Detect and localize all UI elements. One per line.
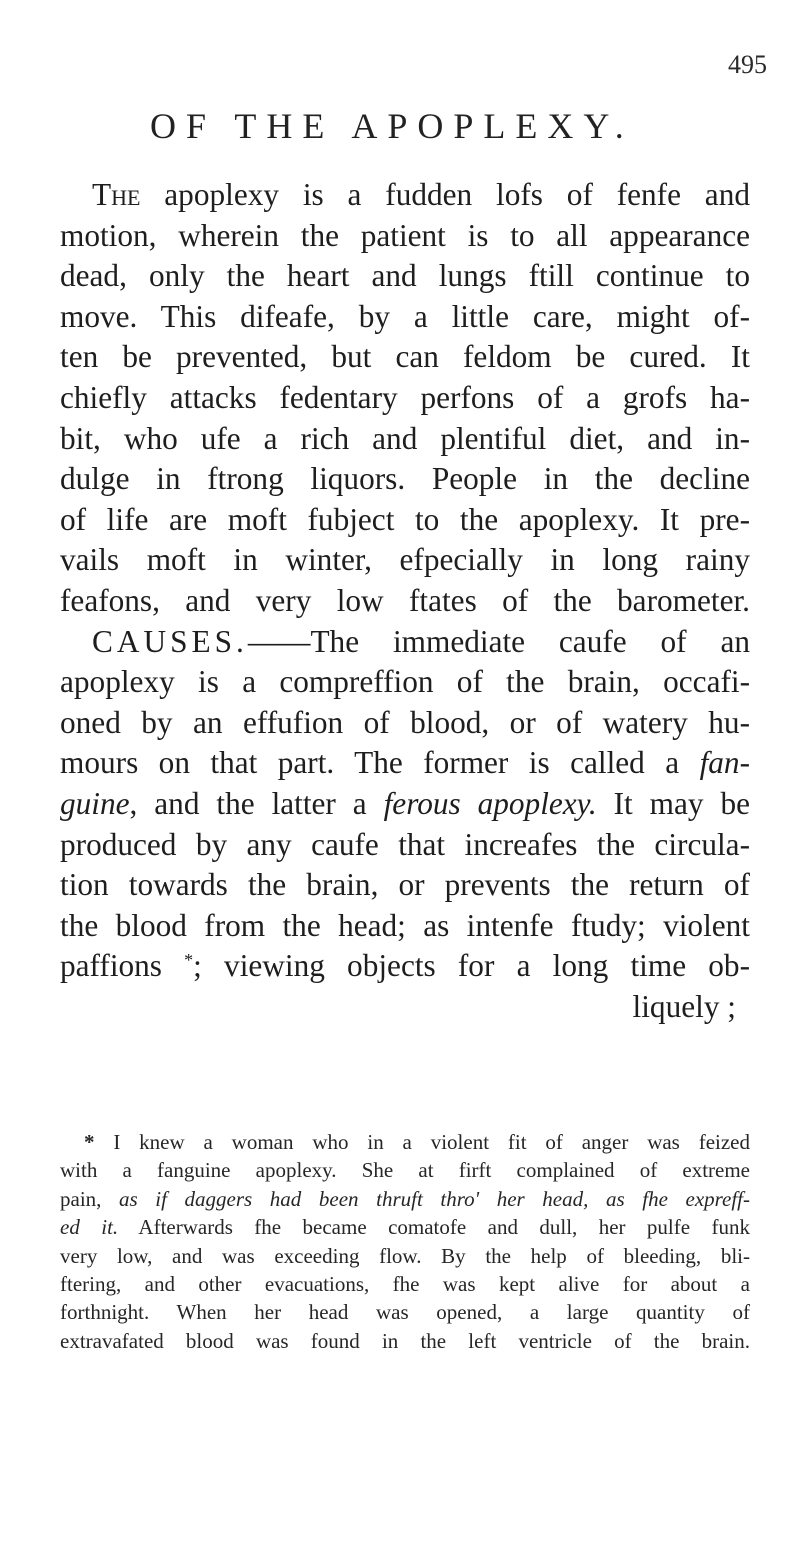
body-line: tion towards the brain, or prevents the return of — [60, 867, 750, 903]
footnote-line: extravafated blood was found in the left ventricle of the brain. — [60, 1328, 750, 1353]
body-line: ten be prevented, but can feldom be cured. It — [60, 339, 750, 375]
italic-term: ferous apoplexy. — [383, 785, 597, 821]
em-dash: —— — [247, 623, 311, 659]
footnote-line: * I knew a woman who in a violent fit of anger was feized — [84, 1130, 750, 1154]
body-line: CAUSES.——The immediate caufe of an — [92, 623, 750, 659]
chapter-title: OF THE APOPLEXY. — [150, 106, 634, 146]
body-line: oned by an effufion of blood, or of watery hu- — [60, 704, 750, 740]
body-line: paffions *; viewing objects for a long time ob- — [60, 948, 750, 984]
footnote-line: forthnight. When her head was opened, a large quantity of — [60, 1300, 750, 1325]
catchword-line: liquely ; — [632, 988, 736, 1024]
body-line: dulge in ftrong liquors. People in the decline — [60, 461, 750, 497]
body-text — [60, 175, 750, 1027]
body-line: the blood from the head; as intenfe ftudy; violent — [60, 907, 750, 943]
opening-word: The — [92, 177, 141, 212]
body-line: motion, wherein the patient is to all appearance — [60, 217, 750, 253]
footnote-line: ed it. Afterwards fhe became comatofe and dull, her pulfe funk — [60, 1215, 750, 1240]
italic-quote: as if daggers had been thruft thro' her head, as fhe expreff- — [119, 1186, 751, 1211]
footnote-line: pain, as if daggers had been thruft thro' her head, as fhe expreff- — [60, 1186, 751, 1211]
body-line: bit, who ufe a rich and plentiful diet, and in- — [60, 420, 750, 456]
page-number: 495 — [728, 50, 767, 79]
footnote-line: ftering, and other evacuations, fhe was kept alive for about a — [60, 1271, 750, 1296]
footnote-marker: * — [184, 950, 194, 971]
body-line: produced by any caufe that increafes the circula- — [60, 826, 750, 862]
footnote — [60, 1128, 750, 1355]
body-line: apoplexy is a compreffion of the brain, occafi- — [60, 664, 750, 700]
italic-quote: ed it. — [60, 1215, 119, 1240]
section-heading-causes: CAUSES. — [92, 623, 248, 659]
italic-term: fan- — [699, 745, 750, 781]
body-line: of life are moft fubject to the apoplexy. It pre- — [60, 501, 750, 537]
body-line: mours on that part. The former is called a fan- — [60, 745, 750, 781]
body-line: dead, only the heart and lungs ftill continue to — [60, 258, 750, 294]
body-line: chiefly attacks fedentary perfons of a grofs ha- — [60, 379, 750, 415]
body-line: feafons, and very low ftates of the barometer. — [60, 582, 750, 618]
body-line: vails moft in winter, efpecially in long rainy — [60, 542, 750, 578]
italic-term: guine — [60, 785, 130, 821]
body-line: guine, and the latter a ferous apoplexy. It may be — [60, 785, 751, 821]
footnote-line: very low, and was exceeding flow. By the help of bleeding, bli- — [60, 1243, 750, 1268]
footnote-asterisk: * — [84, 1130, 95, 1154]
body-line: move. This difeafe, by a little care, might of- — [60, 298, 750, 334]
footnote-line: with a fanguine apoplexy. She at firft complained of extreme — [60, 1158, 750, 1183]
body-line: The apoplexy is a fudden lofs of fenfe and — [92, 177, 750, 212]
